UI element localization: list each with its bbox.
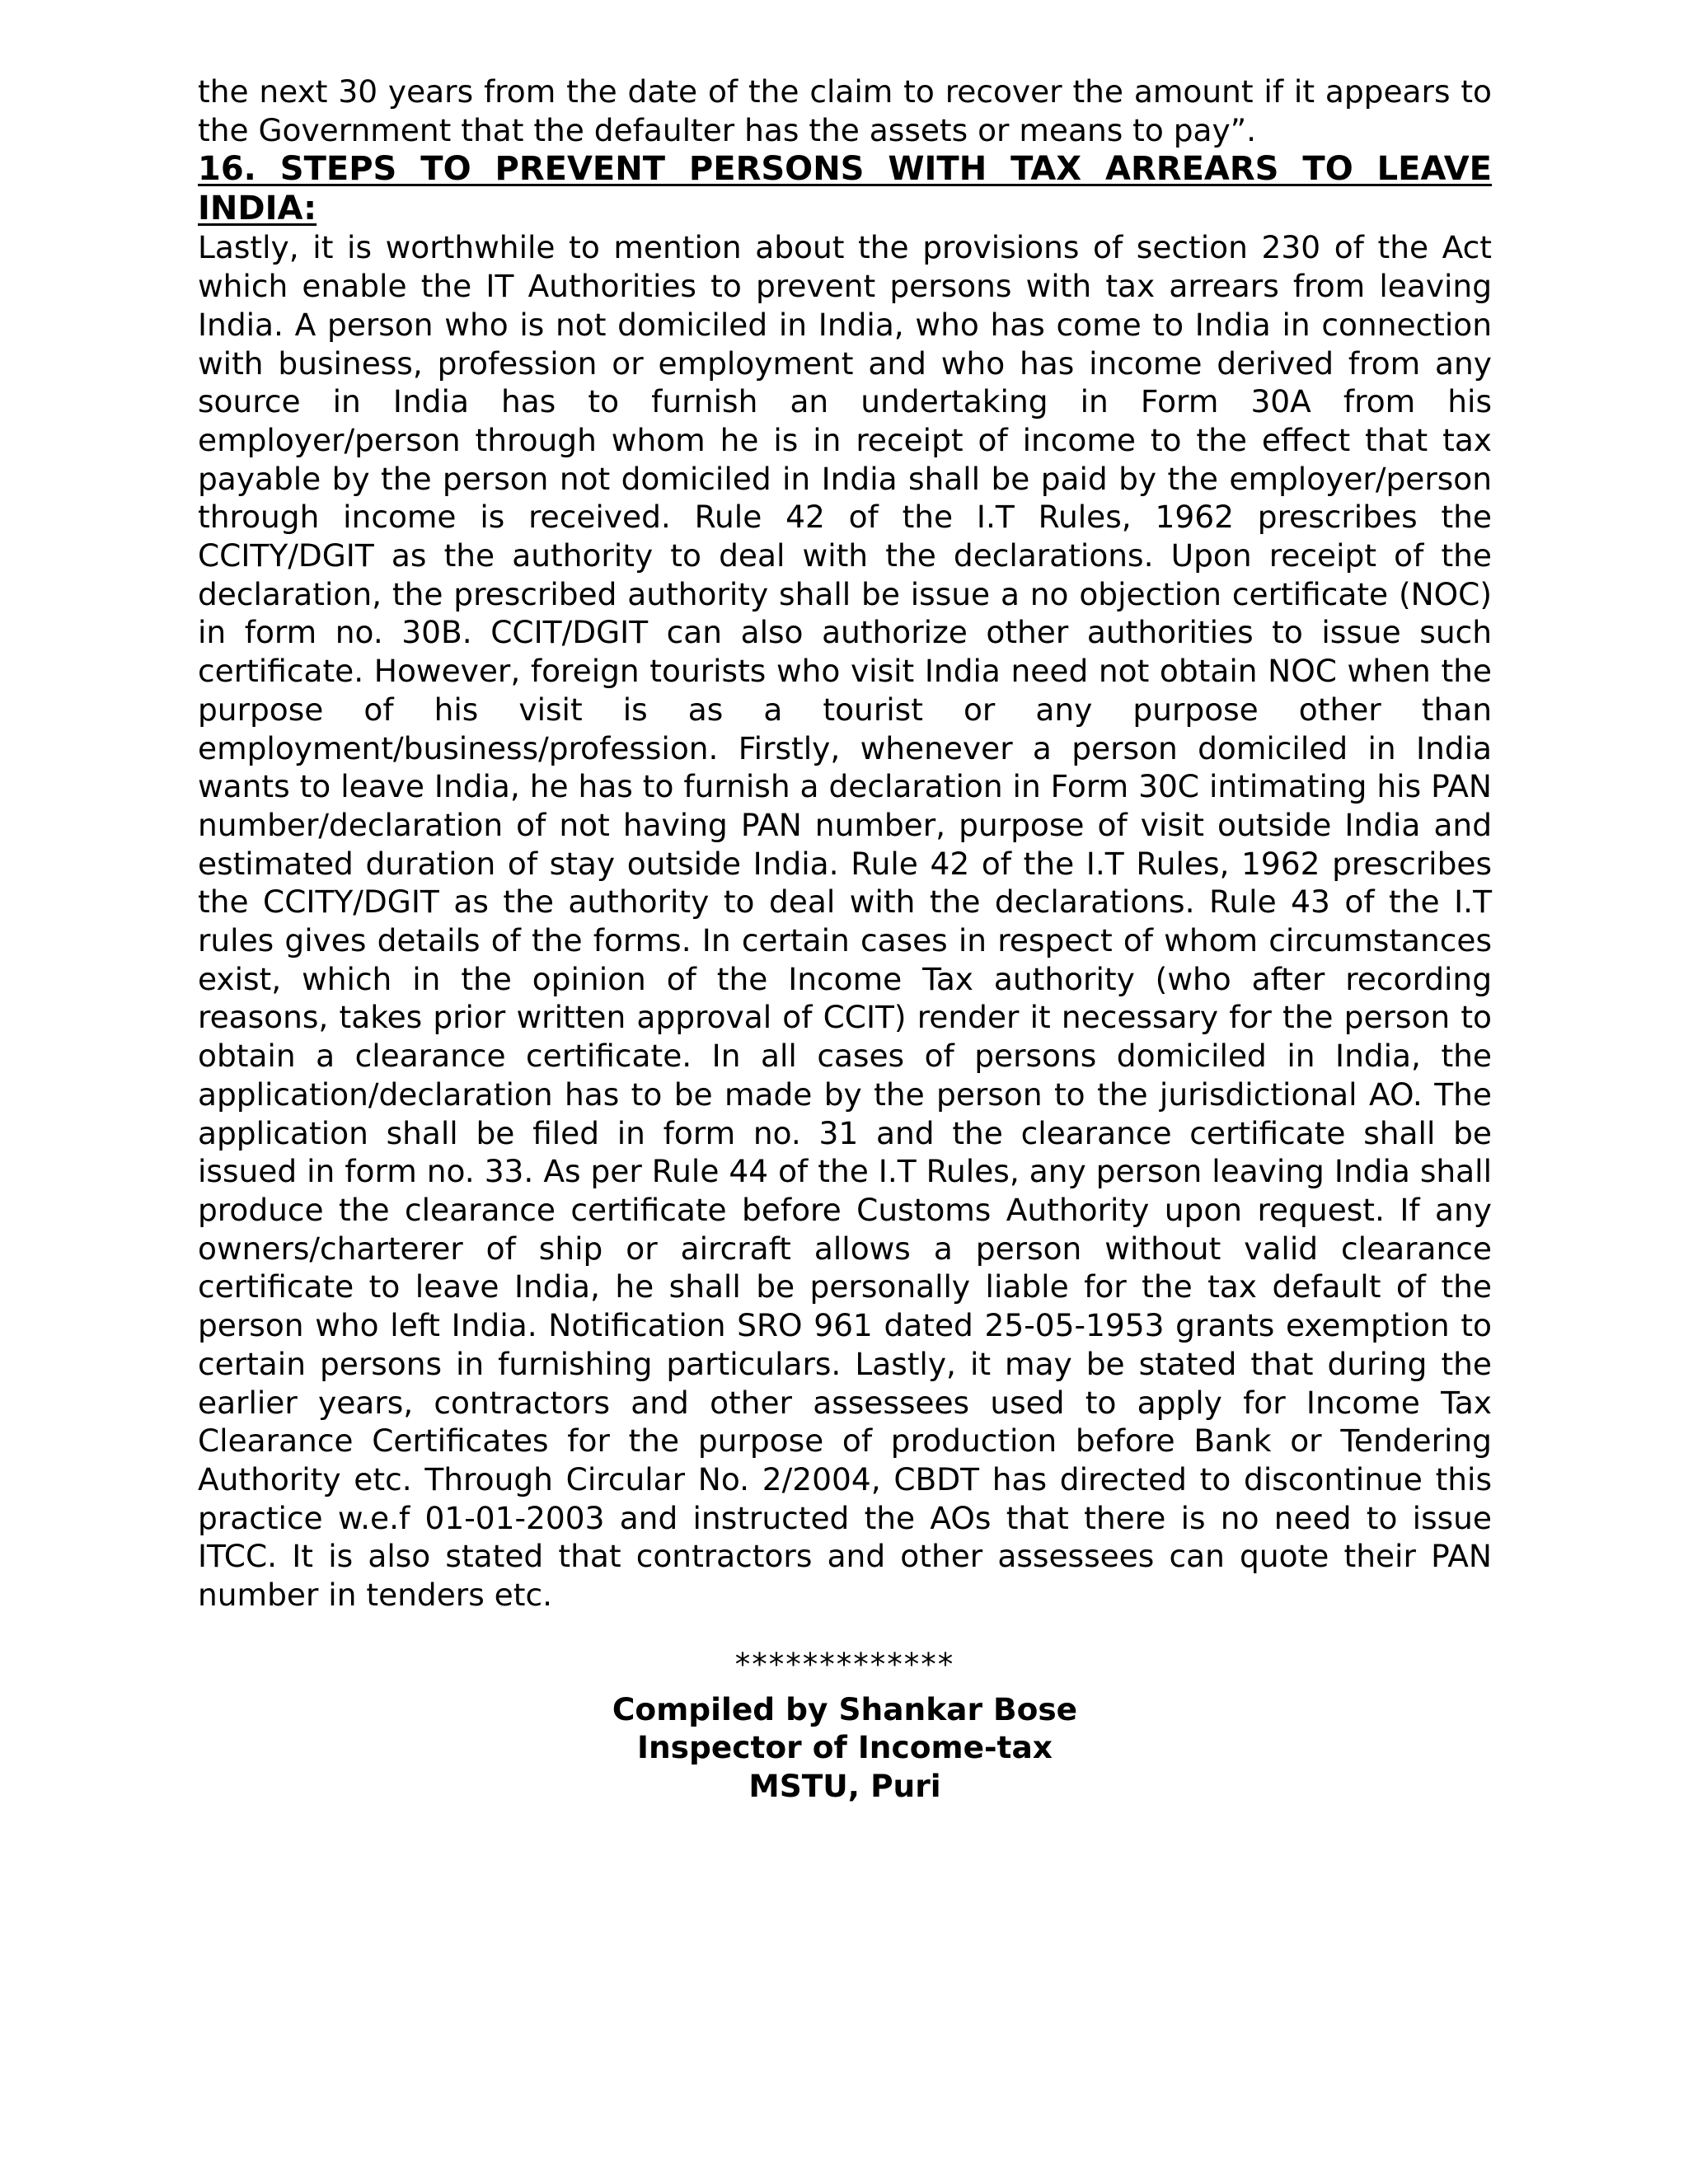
closing-block: [198, 1646, 1492, 1806]
document-page: [198, 73, 1492, 1805]
asterisk-separator: *************: [734, 1646, 955, 1682]
intro-continuation-paragraph: the next 30 years from the date of the claim to recover the amount if it appears to the Government that the defaulter has the assets or means to pay”.: [198, 73, 1492, 148]
signature-block: [198, 1690, 1492, 1806]
section-body-paragraph: Lastly, it is worthwhile to mention about the provisions of section 230 of the Act which enable the IT Authorities to prevent persons with tax arrears from leaving India. A person who is not domiciled in India, who has come to India in connection with business, profession or employment and who has income derived from any source in India has to furnish an undertaking in Form 30A from his employer/person through whom he is in receipt of income to the effect that tax payable by the person not domiciled in India shall be paid by the employer/person through income is received. Rule 42 of the I.T Rules, 1962 prescribes the CCITY/DGIT as the authority to deal with the declarations. Upon receipt of the declaration, the prescribed authority shall be issue a no objection certificate (NOC) in form no. 30B. CCIT/DGIT can also authorize other authorities to issue such certificate. However, foreign tourists who visit India need not obtain NOC when the purpose of his visit is as a tourist or any purpose other than employment/business/profession. Firstly, whenever a person domiciled in India wants to leave India, he has to furnish a declaration in Form 30C intimating his PAN number/declaration of not having PAN number, purpose of visit outside India and estimated duration of stay outside India. Rule 42 of the I.T Rules, 1962 prescribes the CCITY/DGIT as the authority to deal with the declarations. Rule 43 of the I.T rules gives details of the forms. In certain cases in respect of whom circumstances exist, which in the opinion of the Income Tax authority (who after recording reasons, takes prior written approval of CCIT) render it necessary for the person to obtain a clearance certificate. In all cases of persons domiciled in India, the application/declaration has to be made by the person to the jurisdictional AO. The application shall be filed in form no. 31 and the clearance certificate shall be issued in form no. 33. As per Rule 44 of the I.T Rules, any person leaving India shall produce the clearance certificate before Customs Authority upon request. If any owners/charterer of ship or aircraft allows a person without valid clearance certificate to leave India, he shall be personally liable for the tax default of the person who left India. Notification SRO 961 dated 25-05-1953 grants exemption to certain persons in furnishing particulars. Lastly, it may be stated that during the earlier years, contractors and other assessees used to apply for Income Tax Clearance Certificates for the purpose of production before Bank or Tendering Authority etc. Through Circular No. 2/2004, CBDT has directed to discontinue this practice w.e.f 01-01-2003 and instructed the AOs that there is no need to issue ITCC. It is also stated that contractors and other assessees can quote their PAN number in tenders etc.: [198, 229, 1492, 1614]
office-line: MSTU, Puri: [748, 1767, 941, 1804]
section-heading: 16. STEPS TO PREVENT PERSONS WITH TAX ARREARS TO LEAVE INDIA:: [198, 150, 1492, 228]
compiled-by-line: Compiled by Shankar Bose: [612, 1690, 1078, 1727]
designation-line: Inspector of Income-tax: [637, 1729, 1053, 1766]
